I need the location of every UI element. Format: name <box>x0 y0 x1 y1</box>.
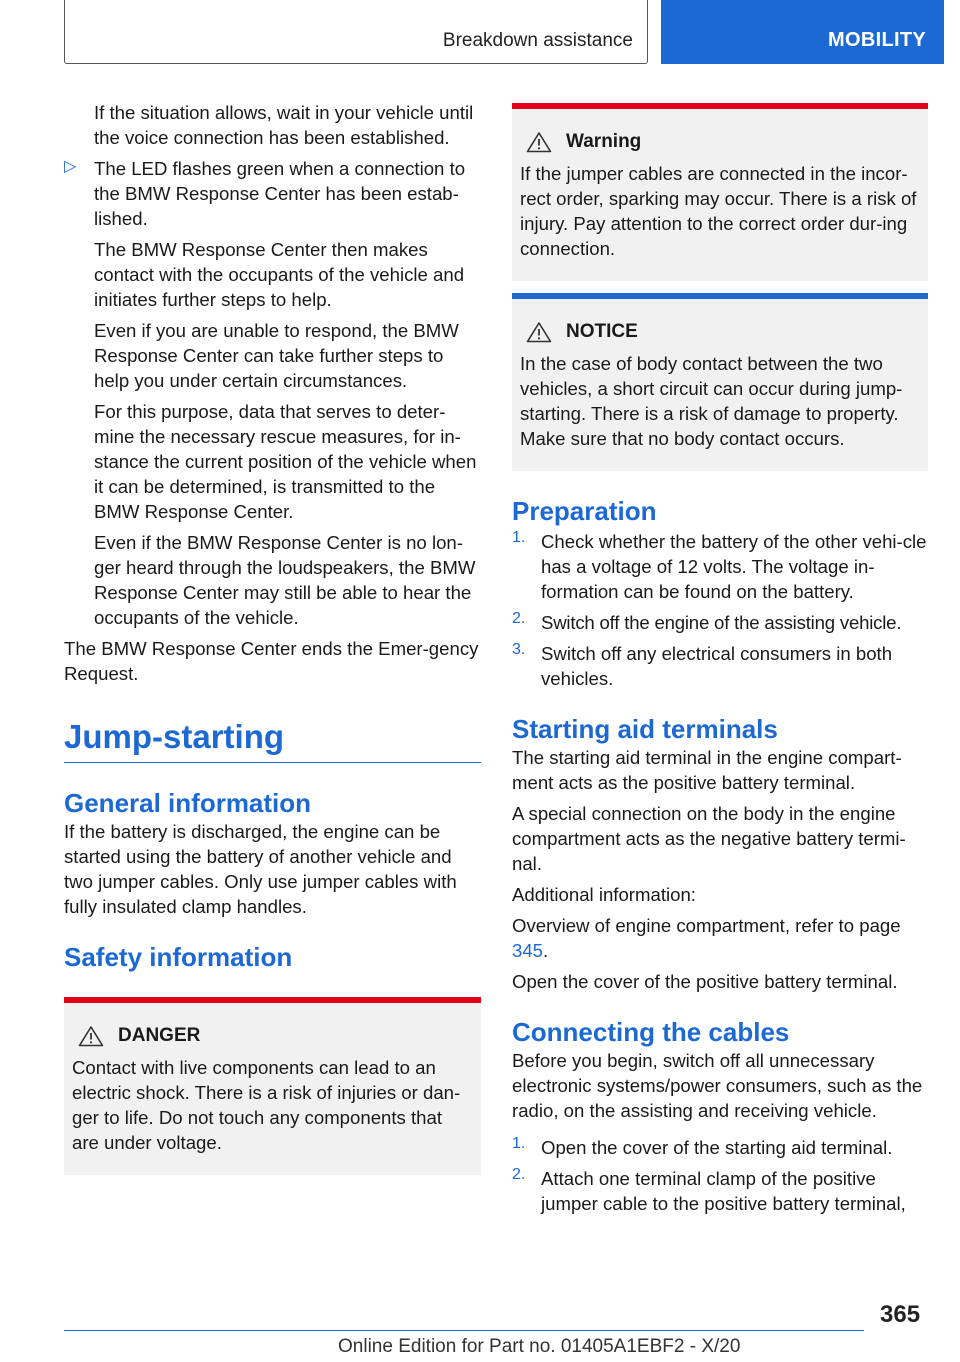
warning-title: Warning <box>566 131 642 152</box>
list-item <box>512 641 928 691</box>
paragraph: Even if the BMW Response Center is no lon-ger heard through the loudspeakers, the BMW Response Center may still be able to hear the occupants of the vehicle. <box>94 532 476 628</box>
notice-title: NOTICE <box>566 321 638 342</box>
list-item <box>512 610 928 635</box>
triangle-bullet-icon: ▷ <box>64 158 77 175</box>
list-text: Open the cover of the starting aid terminal. <box>541 1137 893 1158</box>
right-column <box>512 103 928 1216</box>
paragraph: For this purpose, data that serves to deter-mine the necessary rescue measures, for in-stance the current position of the vehicle when it can be determined, is transmitted to the BMW Response Center. <box>94 401 477 522</box>
paragraph: The starting aid terminal in the engine compart-ment acts as the positive battery terminal. <box>512 747 902 793</box>
list-number: 2. <box>512 610 526 627</box>
preparation-list <box>512 529 928 691</box>
list-text: Attach one terminal clamp of the positive jumper cable to the positive battery terminal, <box>541 1168 906 1214</box>
list-item <box>512 529 928 604</box>
page-link[interactable]: 345 <box>512 940 544 961</box>
paragraph-reference <box>512 913 928 963</box>
list-text: Switch off any electrical consumers in both vehicles. <box>541 643 893 689</box>
list-item <box>512 1135 928 1160</box>
heading-preparation: Preparation <box>512 496 657 526</box>
paragraph: The BMW Response Center then makes contact with the occupants of the vehicle and initiates further steps to help. <box>94 239 465 310</box>
danger-title-row <box>72 1025 473 1047</box>
paragraph-general: If the battery is discharged, the engine can be started using the battery of another vehicle and two jumper cables. Only use jumper cables with fully insulated clamp handles. <box>64 821 457 917</box>
list-number: 2. <box>512 1166 526 1183</box>
heading-general-information: General information <box>64 788 312 818</box>
paragraph: A special connection on the body in the engine compartment acts as the negative battery termi-nal. <box>512 803 906 874</box>
warning-text: If the jumper cables are connected in the incor-rect order, sparking may occur. There is a risk of injury. Pay attention to the correct order dur-ing connection. <box>520 163 917 259</box>
footer-edition: Online Edition for Part no. 01405A1EBF2 - X/20 <box>338 1336 741 1357</box>
reference-period: . <box>543 940 549 961</box>
notice-box <box>512 293 928 471</box>
list-item <box>64 156 481 231</box>
notice-text: In the case of body contact between the two vehicles, a short circuit can occur during jump-starting. There is a risk of damage to property. Make sure that no body contact occurs. <box>520 353 903 449</box>
heading-safety-information: Safety information <box>64 942 293 972</box>
danger-title: DANGER <box>118 1025 201 1046</box>
warning-triangle-icon <box>526 321 552 343</box>
list-text: Switch off the engine of the assisting vehicle. <box>541 612 902 633</box>
heading-jump-starting: Jump-starting <box>64 718 481 763</box>
header-chapter-title: MOBILITY <box>828 29 926 51</box>
reference-text: Overview of engine compartment, refer to page <box>512 915 901 936</box>
header-section-title: Breakdown assistance <box>442 30 633 51</box>
header-section-tab <box>64 0 648 64</box>
notice-title-row <box>520 321 920 343</box>
paragraph: Additional information: <box>512 884 696 905</box>
header-chapter-tab <box>661 0 944 64</box>
danger-box <box>64 997 481 1175</box>
danger-text: Contact with live components can lead to an electric shock. There is a risk of injuries or dan-ger to life. Do not touch any components that are under voltage. <box>72 1057 461 1153</box>
list-number: 3. <box>512 641 526 658</box>
bullet-text: The LED flashes green when a connection to the BMW Response Center has been estab-lished. <box>94 158 466 229</box>
warning-triangle-icon <box>526 131 552 153</box>
list-text: Check whether the battery of the other vehi-cle has a voltage of 12 volts. The voltage in-formation can be found on the battery. <box>541 531 927 602</box>
list-number: 1. <box>512 1135 526 1152</box>
heading-starting-aid-terminals: Starting aid terminals <box>512 714 778 744</box>
paragraph: Open the cover of the positive battery terminal. <box>512 971 898 992</box>
paragraph: Even if you are unable to respond, the BMW Response Center can take further steps to help you under certain circumstances. <box>94 320 459 391</box>
connecting-list <box>512 1135 928 1216</box>
warning-box <box>512 103 928 281</box>
paragraph-end: The BMW Response Center ends the Emer-gency Request. <box>64 638 479 684</box>
page-number: 365 <box>880 1301 921 1328</box>
warning-title-row <box>520 131 920 153</box>
paragraph-wait: If the situation allows, wait in your vehicle until the voice connection has been established. <box>94 102 474 148</box>
paragraph-connecting: Before you begin, switch off all unnecessary electronic systems/power consumers, such as the radio, on the assisting and receiving vehicle. <box>512 1050 923 1121</box>
list-item <box>512 1166 928 1216</box>
heading-connecting-the-cables: Connecting the cables <box>512 1017 790 1047</box>
warning-triangle-icon <box>78 1025 104 1047</box>
left-column <box>64 100 481 1175</box>
list-number: 1. <box>512 529 526 546</box>
footer-divider <box>64 1330 864 1331</box>
